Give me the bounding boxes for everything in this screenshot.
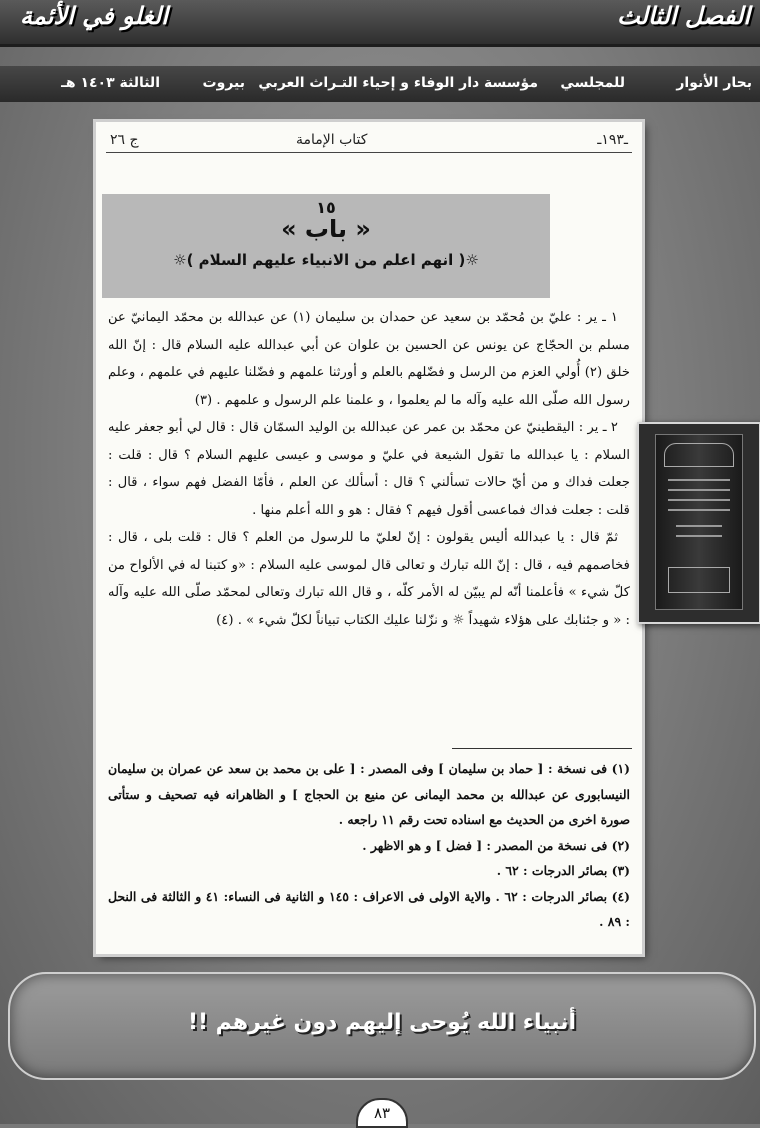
- source-publisher: مؤسسة دار الوفاء و إحياء التـراث العربي: [258, 75, 538, 91]
- footnote: (٢) فى نسخة من المصدر : [ فضل ] و هو الاظهر .: [362, 837, 630, 853]
- page-header: [0, 0, 760, 47]
- chapter-label: « باب »: [281, 215, 371, 243]
- source-bar: [0, 66, 760, 102]
- chapter-number: ١٥: [316, 198, 336, 217]
- book-title-heading: الغلو في الأئمة: [20, 2, 168, 30]
- source-author: للمجلسي: [560, 75, 625, 91]
- running-head-page: ـ١٩٣ـ: [597, 132, 628, 148]
- chapter-heading: الفصل الثالث: [617, 2, 750, 30]
- page-number: ٨٣: [356, 1098, 408, 1128]
- paragraph: ٢ ـ ير : اليقطينيّ عن محمّد بن عمر عن عبدالله بن الوليد السمّان قال : قال لي أبو جعفر عليه السلام : يا عبدالله ما تقول الشيعة في عليّ و موسى و عيسى عليهم السلام ؟ قال : قلت : جعلت فداك و من أيّ حالات تسألني ؟ قال : أسألك عن العلم ، فأمّا الفضل فهم سواء ، قال : قلت : جعلت فداك فماعسى أقول فيهم ؟ فقال : هو و الله أعلم منها .: [108, 420, 630, 518]
- footnote: (١) فى نسخة : [ حماد بن سليمان ] وفى المصدر : [ على بن محمد بن سعد عن عمران بن سليمان النيسابورى عن عبدالله بن محمد اليمانى عن منيع بن الحجاج ] و الظاهرانه فيه تصحيف و ستأتى صورة اخرى من الحديث مع اسناده تحت رقم ١١ راجعه .: [108, 761, 630, 827]
- caption-banner: [8, 972, 756, 1080]
- footnotes: [108, 756, 630, 935]
- source-edition: الثالثة ١٤٠٣ هـ: [61, 75, 160, 91]
- paragraph: ١ ـ ير : عليّ بن مُحمّد بن سعيد عن حمدان بن سليمان (١) عن عبدالله بن محمّد اليمانيّ عن مسلم بن الحجّاج عن يونس عن الحسين بن علوان عن أبي عبدالله عليه السلام قال : إنّ الله خلق (٢) أُولي العزم من الرسل و فضّلهم بالعلم و أورثنا علمهم و فضّلنا عليهم في علمهم ، وعلم رسول الله صلّى الله عليه وآله ما لم يعلموا ، و علمنا علم الرسول و علمهم . (٣): [108, 310, 630, 408]
- book-cover-image: [637, 422, 760, 624]
- header-rule: [106, 152, 632, 153]
- footnote-rule: [452, 748, 632, 749]
- footnote: (٤) بصائر الدرجات : ٦٢ . والاية الاولى فى الاعراف : ١٤٥ و الثانية فى النساء: ٤١ و الثالثة فى النحل : ٨٩ .: [108, 888, 631, 929]
- scanned-page: [96, 122, 642, 954]
- source-city: بيروت: [202, 75, 245, 91]
- running-head-title: كتاب الإمامة: [296, 132, 368, 148]
- chapter-title: ☼( انهم اعلم من الانبياء عليهم السلام )☼: [173, 251, 479, 269]
- footnote: (٣) بصائر الدرجات : ٦٢ .: [496, 863, 630, 878]
- running-head-volume: ج ٢٦: [110, 132, 139, 148]
- source-book: بحار الأنوار: [676, 75, 752, 91]
- paragraph: ثمّ قال : يا عبدالله أليس يقولون : إنّ لعليّ ما للرسول من العلم ؟ قال : قلت بلى ، قال : فخاصمهم فيه ، قال : إنّ الله تبارك و تعالى قال لموسى عليه السلام : «و كتبنا له في الألواح من كلّ شيء » فأعلمنا أنّه لم يبيّن له الأمر كلّه ، و قال الله تبارك وتعالى لمحمّد صلّى الله عليه وآله : « و جئنابك على هؤلاء شهيداً ☼ و نزّلنا عليك الكتاب تبياناً لكلّ شيء » . (٤): [108, 530, 630, 628]
- banner-caption: أنبياء الله يُوحى إليهم دون غيرهم !!: [187, 1010, 577, 1035]
- chapter-box: [102, 194, 550, 298]
- hadith-text: [108, 304, 630, 634]
